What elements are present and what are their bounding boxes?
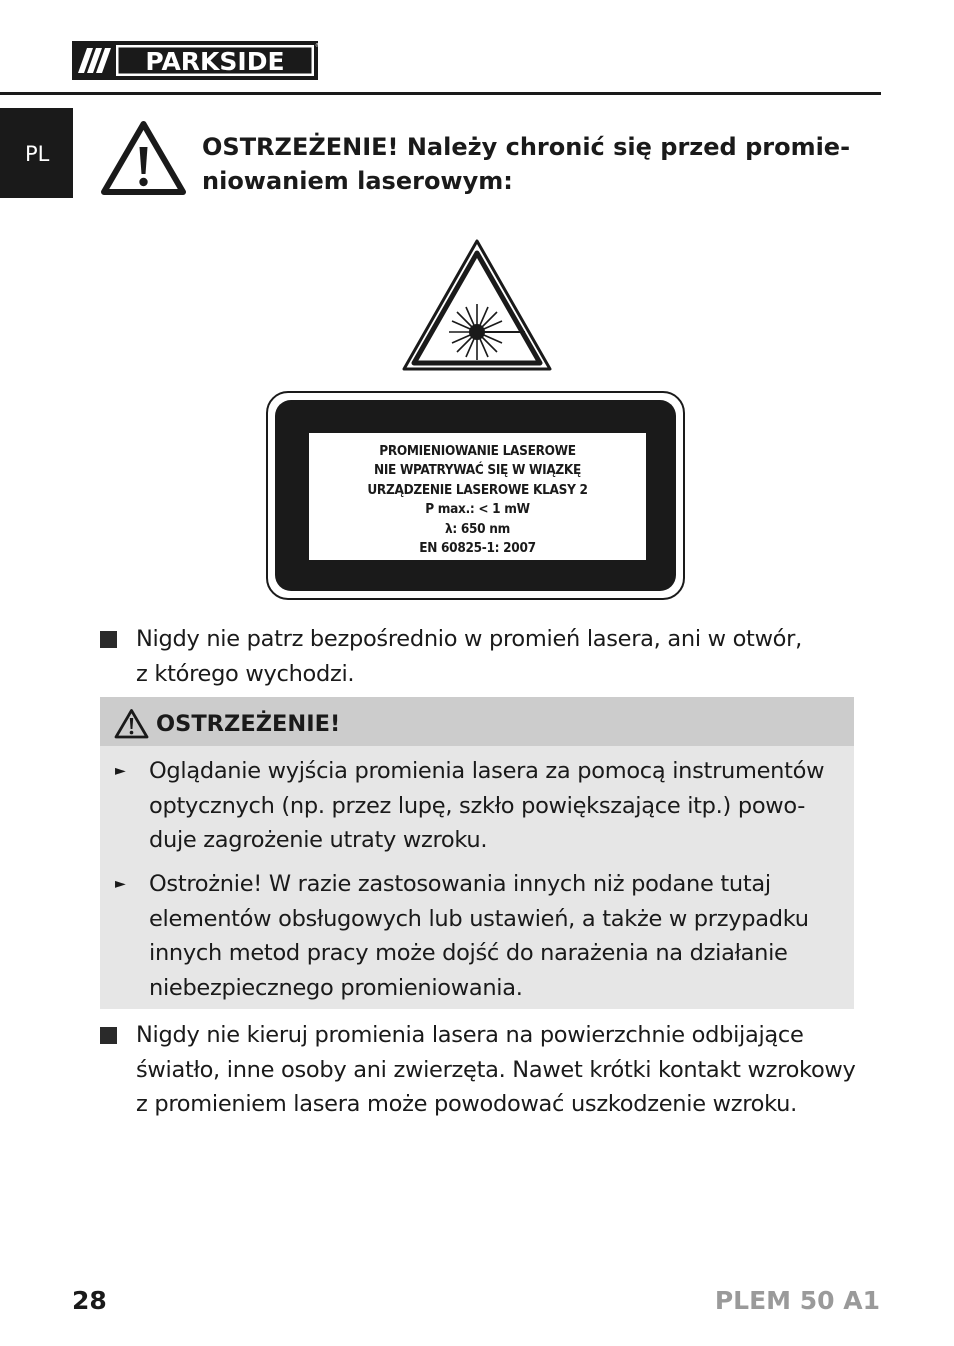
- bullet-line: Nigdy nie kieruj promienia lasera na powierzchnie odbijające: [136, 1022, 804, 1048]
- warning-triangle-icon: [100, 120, 187, 196]
- laser-label-line: EN 60825-1: 2007: [419, 540, 536, 557]
- bullet-square: [100, 1027, 117, 1044]
- arrow-bullet-icon: ►: [115, 763, 126, 779]
- laser-label-line: NIE WPATRYWAĆ SIĘ W WIĄZKĘ: [373, 462, 582, 479]
- warning-item: [149, 867, 809, 1005]
- language-code: PL: [25, 142, 50, 166]
- warning-heading-line: niowaniem laserowym:: [202, 167, 513, 195]
- warning-item-line: elementów obsługowych lub ustawień, a także w przypadku: [149, 905, 809, 932]
- bullet-line: Nigdy nie patrz bezpośrednio w promień lasera, ani w otwór,: [136, 626, 802, 652]
- warning-item: [149, 754, 824, 858]
- model-name: PLEM 50 A1: [714, 1286, 880, 1315]
- bullet-line: z promieniem lasera może powodować uszkodzenie wzroku.: [136, 1091, 797, 1117]
- parkside-logo: [72, 41, 318, 80]
- warning-item-line: niebezpiecznego promieniowania.: [149, 974, 523, 1001]
- warning-item-line: Oglądanie wyjścia promienia lasera za pomocą instrumentów: [149, 758, 825, 784]
- warning-small-icon: [114, 708, 149, 739]
- header-rule: [0, 92, 881, 95]
- laser-label-line: P max.: < 1 mW: [425, 501, 530, 518]
- bullet-line: z którego wychodzi.: [136, 660, 355, 687]
- bullet-item: [136, 1018, 856, 1122]
- svg-text:®: ®: [315, 43, 320, 49]
- warning-item-line: innych metod pracy może dojść do narażenia na działanie: [149, 940, 788, 966]
- warning-heading: [202, 130, 862, 198]
- language-tab: [0, 108, 73, 198]
- laser-label-line: PROMIENIOWANIE LASEROWE: [379, 443, 576, 459]
- brand-text: PARKSIDE: [145, 47, 285, 76]
- bullet-square: [100, 631, 117, 648]
- warning-heading-line: OSTRZEŻENIE! Należy chronić się przed promie-: [202, 133, 851, 161]
- laser-label-frame: [275, 400, 676, 591]
- page-number: 28: [72, 1286, 107, 1315]
- warning-item-line: Ostrożnie! W razie zastosowania innych niż podane tutaj: [149, 871, 771, 897]
- laser-label-line: URZĄDZENIE LASEROWE KLASY 2: [367, 481, 588, 498]
- bullet-line: światło, inne osoby ani zwierzęta. Nawet krótki kontakt wzrokowy: [136, 1056, 856, 1083]
- warning-item-line: duje zagrożenie utraty wzroku.: [149, 827, 488, 853]
- laser-label-text: [309, 433, 646, 560]
- laser-label-line: λ: 650 nm: [445, 520, 510, 537]
- bullet-item: [136, 622, 802, 691]
- warning-box-title: OSTRZEŻENIE!: [156, 711, 341, 737]
- laser-hazard-icon: [400, 237, 554, 374]
- laser-warning-label: [266, 391, 685, 600]
- warning-item-line: optycznych (np. przez lupę, szkło powiększające itp.) powo-: [149, 792, 806, 819]
- arrow-bullet-icon: ►: [115, 876, 126, 892]
